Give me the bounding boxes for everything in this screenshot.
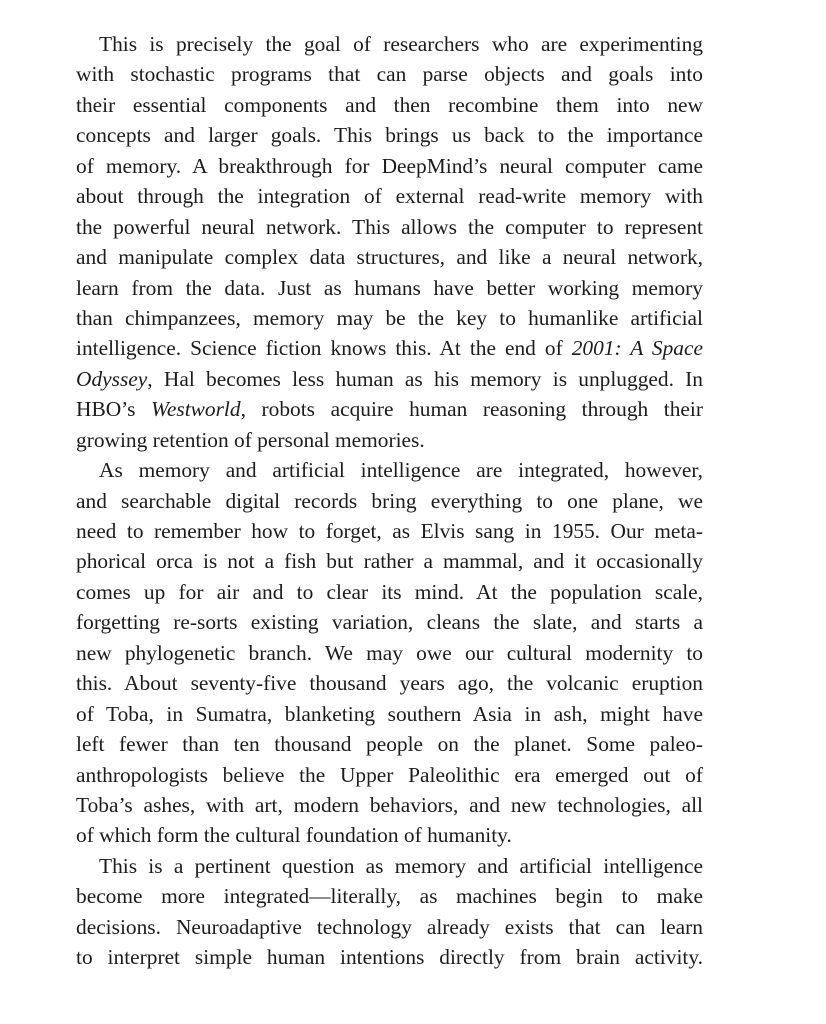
text-segment: about through the integration of external read-write memory with [76, 184, 703, 209]
italic-title-westworld: Westworld [151, 397, 241, 422]
text-segment: than chimpanzees, memory may be the key to humanlike artificial [76, 305, 703, 330]
text-segment: of Toba, in Sumatra, blanketing southern Asia in ash, might have [76, 701, 703, 726]
text-segment: phorical orca is not a fish but rather a mammal, and it occasionally [76, 549, 703, 574]
text-line [76, 942, 703, 972]
text-line [76, 29, 703, 59]
text-line [76, 273, 703, 303]
text-segment: the powerful neural network. This allows the computer to represent [76, 214, 703, 239]
italic-title-2001: 2001: A Space [571, 336, 703, 361]
text-line [76, 699, 703, 729]
text-line [76, 151, 703, 181]
text-line [76, 120, 703, 150]
text-segment: decisions. Neuroadaptive technology already exists that can learn [76, 914, 703, 939]
text-line [76, 181, 703, 211]
text-line [76, 242, 703, 272]
text-segment: , robots acquire human reasoning through their [240, 397, 703, 422]
text-line [76, 425, 703, 455]
text-segment: and manipulate complex data structures, and like a neural network, [76, 245, 703, 270]
text-line [76, 394, 703, 424]
text-segment: , Hal becomes less human as his memory is unplugged. In [147, 366, 703, 391]
text-segment: comes up for air and to clear its mind. At the population scale, [76, 579, 703, 604]
text-segment: intelligence. Science fiction knows this. At the end of [76, 336, 572, 361]
text-line [76, 760, 703, 790]
text-line [76, 668, 703, 698]
text-line [76, 90, 703, 120]
text-line [76, 851, 703, 881]
text-segment: left fewer than ten thousand people on the planet. Some paleo- [76, 732, 703, 757]
text-line [76, 486, 703, 516]
text-line [76, 912, 703, 942]
text-line [76, 516, 703, 546]
text-line [76, 607, 703, 637]
book-page [76, 29, 703, 973]
text-segment: As memory and artificial intelligence are integrated, however, [99, 458, 703, 483]
text-line [76, 729, 703, 759]
text-segment: new phylogenetic branch. We may owe our cultural modernity to [76, 640, 703, 665]
text-line [76, 59, 703, 89]
text-segment: concepts and larger goals. This brings us back to the importance [76, 123, 703, 148]
text-line [76, 881, 703, 911]
text-line [76, 577, 703, 607]
text-line [76, 212, 703, 242]
text-segment: This is a pertinent question as memory and artificial intelligence [99, 853, 703, 878]
text-segment: This is precisely the goal of researchers who are experimenting [99, 32, 703, 56]
text-segment: this. About seventy-five thousand years ago, the volcanic eruption [76, 671, 703, 696]
text-segment: need to remember how to forget, as Elvis sang in 1955. Our meta- [76, 519, 703, 543]
text-segment: forgetting re-sorts existing variation, cleans the slate, and starts a [76, 610, 703, 635]
text-segment: growing retention of personal memories. [76, 427, 425, 452]
text-segment: with stochastic programs that can parse objects and goals into [76, 62, 703, 87]
text-segment: their essential components and then recombine them into new [76, 92, 703, 117]
text-line [76, 820, 703, 850]
text-line [76, 455, 703, 485]
text-line [76, 790, 703, 820]
text-line [76, 364, 703, 394]
text-segment: and searchable digital records bring everything to one plane, we [76, 488, 703, 513]
paragraph [76, 851, 703, 973]
paragraph [76, 455, 703, 851]
text-segment: anthropologists believe the Upper Paleolithic era emerged out of [76, 762, 703, 787]
paragraph [76, 29, 703, 455]
text-segment: of memory. A breakthrough for DeepMind’s neural computer came [76, 153, 703, 178]
text-line [76, 546, 703, 576]
text-segment: become more integrated—literally, as machines begin to make [76, 884, 703, 909]
text-segment: HBO’s [76, 397, 152, 422]
text-line [76, 638, 703, 668]
text-segment: Toba’s ashes, with art, modern behaviors, and new technologies, all [76, 792, 703, 817]
italic-title-odyssey: Odyssey [76, 366, 148, 391]
text-segment: learn from the data. Just as humans have better working memory [76, 275, 703, 300]
text-line [76, 333, 703, 363]
text-line [76, 303, 703, 333]
text-segment: to interpret simple human intentions directly from brain activity. [76, 945, 703, 970]
text-segment: of which form the cultural foundation of humanity. [76, 823, 512, 848]
